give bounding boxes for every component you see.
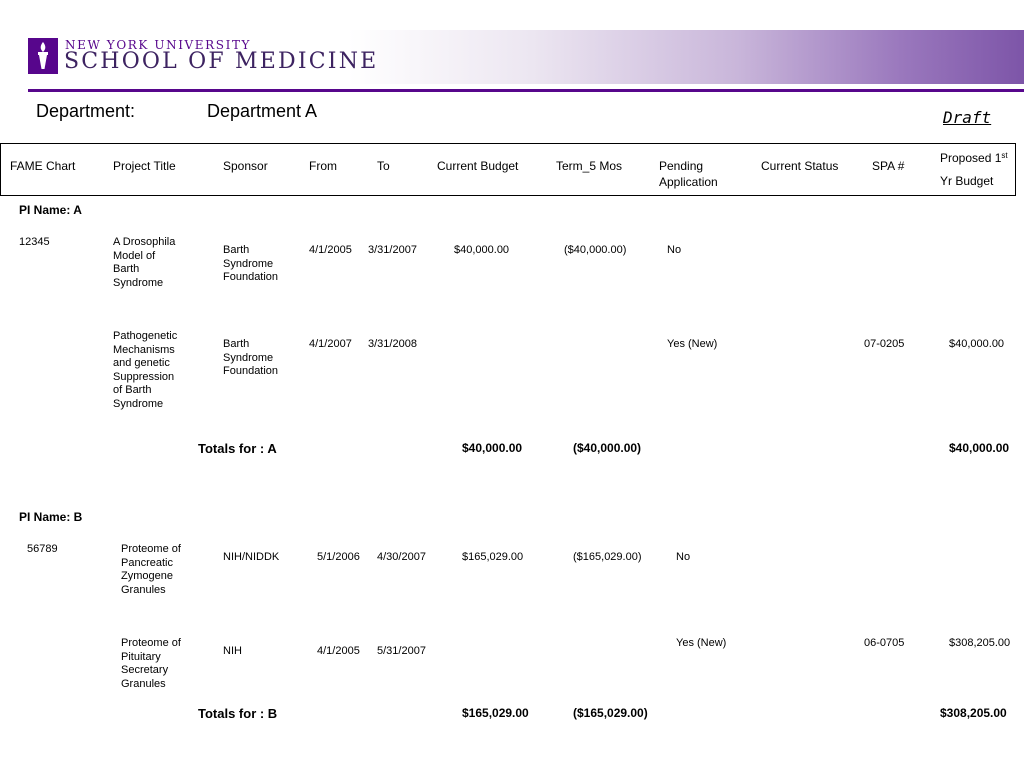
column-spa: SPA # — [872, 159, 905, 173]
spa-number-cell: 07-0205 — [864, 338, 905, 350]
column-from: From — [309, 159, 337, 173]
from-date-cell: 4/1/2005 — [309, 244, 352, 256]
project-title-cell — [121, 637, 181, 691]
title-line: Proteome of — [121, 637, 181, 649]
from-date-cell: 5/1/2006 — [317, 551, 360, 563]
title-line: Zymogene — [121, 570, 173, 583]
pending-cell: No — [667, 244, 682, 256]
title-line: and genetic — [113, 357, 170, 370]
title-line: Barth — [113, 263, 140, 276]
fame-chart-cell: 12345 — [19, 236, 50, 248]
term-cell: ($40,000.00) — [564, 244, 627, 256]
sponsor-cell — [223, 338, 278, 379]
sponsor-cell — [223, 244, 278, 285]
sponsor-line: Syndrome — [223, 257, 274, 270]
total-current-budget: $40,000.00 — [462, 441, 523, 455]
to-date-cell: 4/30/2007 — [377, 551, 426, 563]
title-line: Secretary — [121, 664, 169, 677]
sponsor-line: Foundation — [223, 271, 279, 284]
current-budget-cell: $40,000.00 — [454, 244, 510, 256]
column-term: Term_5 Mos — [556, 159, 623, 173]
university-name: NEW YORK UNIVERSITY — [65, 38, 252, 52]
column-to: To — [377, 159, 390, 173]
title-line: Suppression — [113, 370, 175, 383]
totals-label: Totals for : B — [198, 706, 278, 721]
total-term: ($165,029.00) — [573, 706, 648, 720]
title-line: Pathogenetic — [113, 330, 178, 342]
header-rule — [28, 89, 1024, 92]
project-title-cell — [121, 543, 181, 597]
title-line: Syndrome — [113, 276, 164, 289]
title-line: Pituitary — [121, 650, 161, 663]
proposed-budget-cell: $308,205.00 — [949, 637, 1011, 649]
title-line: Proteome of — [121, 543, 181, 555]
title-line: Pancreatic — [121, 556, 173, 569]
sponsor-cell: NIH/NIDDK — [223, 551, 280, 563]
title-line: Model of — [113, 249, 156, 262]
column-fame-chart: FAME Chart — [10, 159, 76, 173]
from-date-cell: 4/1/2005 — [317, 645, 360, 657]
total-term: ($40,000.00) — [573, 441, 642, 455]
column-pending-line2: Application — [659, 175, 718, 189]
column-proposed-line1 — [940, 151, 1008, 166]
title-line: A Drosophila — [113, 236, 176, 248]
sponsor-line: Foundation — [223, 365, 279, 378]
pi-name-label: PI Name: A — [19, 203, 82, 217]
totals-label: Totals for : A — [198, 441, 277, 456]
column-sponsor: Sponsor — [223, 159, 268, 173]
to-date-cell: 3/31/2007 — [368, 244, 417, 256]
current-budget-cell: $165,029.00 — [462, 551, 524, 563]
spa-number-cell: 06-0705 — [864, 637, 905, 649]
to-date-cell: 5/31/2007 — [377, 645, 426, 657]
total-proposed-budget: $308,205.00 — [940, 706, 1007, 720]
title-line: of Barth — [113, 384, 152, 397]
to-date-cell: 3/31/2008 — [368, 338, 417, 350]
column-project-title: Project Title — [113, 159, 176, 173]
pending-cell: No — [676, 551, 691, 563]
project-title-cell — [113, 330, 177, 412]
title-line: Syndrome — [113, 397, 164, 410]
project-title-cell — [113, 236, 175, 290]
sponsor-line: Syndrome — [223, 351, 274, 364]
sponsor-line: Barth — [223, 338, 250, 350]
pending-cell: Yes (New) — [676, 637, 727, 649]
nyu-torch-icon — [28, 38, 58, 74]
title-line: Mechanisms — [113, 343, 175, 356]
column-current-status: Current Status — [761, 159, 839, 173]
column-proposed-line2: Yr Budget — [940, 174, 994, 188]
pi-name-label: PI Name: B — [19, 510, 83, 524]
column-proposed-sup: st — [1001, 151, 1008, 160]
proposed-budget-cell: $40,000.00 — [949, 338, 1005, 350]
term-cell: ($165,029.00) — [573, 551, 642, 563]
draft-label: Draft — [943, 108, 992, 127]
column-current-budget: Current Budget — [437, 159, 519, 173]
total-current-budget: $165,029.00 — [462, 706, 529, 720]
from-date-cell: 4/1/2007 — [309, 338, 352, 350]
department-value: Department A — [207, 101, 318, 121]
sponsor-line: Barth — [223, 244, 250, 256]
total-proposed-budget: $40,000.00 — [949, 441, 1010, 455]
title-line: Granules — [121, 583, 166, 596]
title-line: Granules — [121, 677, 166, 690]
fame-chart-cell: 56789 — [27, 543, 58, 555]
department-label: Department: — [36, 101, 136, 121]
pending-cell: Yes (New) — [667, 338, 718, 350]
column-proposed-text: Proposed 1 — [940, 151, 1002, 165]
school-name: SCHOOL OF MEDICINE — [64, 49, 379, 74]
sponsor-cell: NIH — [223, 645, 242, 657]
column-pending-line1: Pending — [659, 159, 704, 173]
